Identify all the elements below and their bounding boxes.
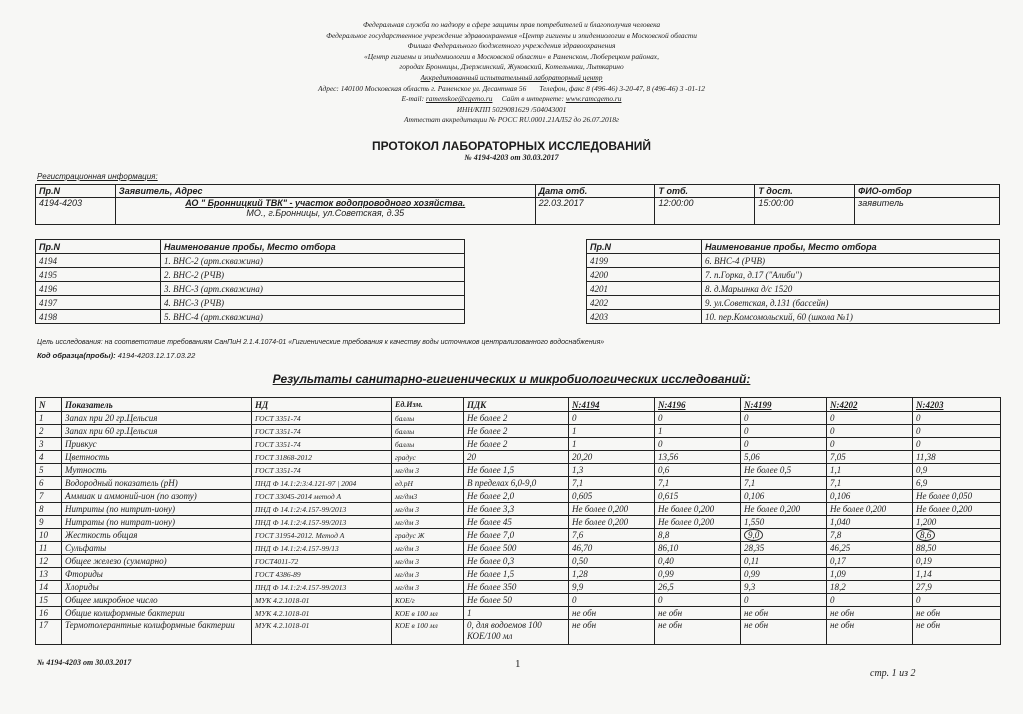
table-cell: Сульфаты <box>62 542 252 555</box>
table-cell: 1 <box>36 412 62 425</box>
table-cell: мг/дм 3 <box>392 542 464 555</box>
table-cell: Термотолерантные колиформные бактерии <box>62 620 252 645</box>
table-cell: 16 <box>36 607 62 620</box>
table-cell: КОЕ/г <box>392 594 464 607</box>
table-cell: ГОСТ 4386-89 <box>252 568 392 581</box>
table-cell: Не более 0,200 <box>827 503 913 516</box>
table-cell: 4 <box>36 451 62 464</box>
table-cell: 0,615 <box>655 490 741 503</box>
table-row <box>36 438 1001 451</box>
table-cell: не обн <box>655 607 741 620</box>
table-cell: 1,3 <box>569 464 655 477</box>
table-cell: 1 <box>569 425 655 438</box>
table-cell: Не более 0,200 <box>569 503 655 516</box>
table-row <box>36 477 1001 490</box>
table-cell: Не более 0,200 <box>913 503 1001 516</box>
results-header: ПДК <box>464 398 569 412</box>
table-cell: не обн <box>741 620 827 645</box>
table-cell: 26,5 <box>655 581 741 594</box>
table-cell: Не более 2,0 <box>464 490 569 503</box>
table-cell: Не более 0,3 <box>464 555 569 568</box>
table-cell: 0,50 <box>569 555 655 568</box>
table-cell: В пределах 6,0-9,0 <box>464 477 569 490</box>
results-header: N <box>36 398 62 412</box>
table-cell: 0,106 <box>827 490 913 503</box>
table-cell: 0 <box>741 594 827 607</box>
table-cell: Не более 2 <box>464 438 569 451</box>
table-cell: 14 <box>36 581 62 594</box>
table-cell: не обн <box>655 620 741 645</box>
header-address: Адрес: 140100 Московская область г. Раменское ул. Десантная 56 <box>318 83 527 93</box>
table-cell: 0 <box>655 594 741 607</box>
table-cell: 0,106 <box>741 490 827 503</box>
sample-code <box>37 351 195 360</box>
header-line: городах Бронницы, Дзержинский, Жуковский, Котельники, Лыткарино <box>399 62 624 72</box>
circled-value: 8,6 <box>916 529 935 541</box>
reg-date: 22.03.2017 <box>535 198 655 225</box>
table-cell: 7 <box>36 490 62 503</box>
table-row: 4199 6. ВНС-4 (РЧВ) <box>587 254 1000 268</box>
results-header: N:4194 <box>569 398 655 412</box>
header-contacts-line: E-mail: ramenskoe@cgemo.ru Сайт в интернете: www.ramcgemo.ru <box>401 94 622 104</box>
table-cell: ПНД Ф 14.1:2:4.157-99/2013 <box>252 503 392 516</box>
table-cell: Мутность <box>62 464 252 477</box>
table-cell: МУК 4.2.1018-01 <box>252 620 392 645</box>
table-cell: 1,14 <box>913 568 1001 581</box>
table-cell: 0 <box>827 425 913 438</box>
table-cell: 5,06 <box>741 451 827 464</box>
table-cell: мг/дм 3 <box>392 516 464 529</box>
reg-header: Заявитель, Адрес <box>115 185 535 198</box>
reg-header: Т дост. <box>755 185 855 198</box>
table-cell: Не более 7,0 <box>464 529 569 542</box>
table-cell: ПНД Ф 14.1:2:4.157-99/2013 <box>252 581 392 594</box>
table-cell: 0 <box>569 594 655 607</box>
table-cell: не обн <box>827 607 913 620</box>
table-cell: 6 <box>36 477 62 490</box>
table-cell: 0 <box>655 412 741 425</box>
table-cell: градус <box>392 451 464 464</box>
table-row: 4203 10. пер.Комсомольский, 60 (школа №1) <box>587 310 1000 324</box>
table-row <box>36 555 1001 568</box>
table-cell: 0,605 <box>569 490 655 503</box>
header-address-line <box>0 84 1023 95</box>
table-cell: 0 <box>655 438 741 451</box>
table-cell: 0, для водоемов 100 КОЕ/100 мл <box>464 620 569 645</box>
table-row <box>36 412 1001 425</box>
table-cell: 7,1 <box>569 477 655 490</box>
table-row <box>36 529 1001 542</box>
table-cell: Общее микробное число <box>62 594 252 607</box>
table-cell: Не более 2 <box>464 425 569 438</box>
table-cell: 12 <box>36 555 62 568</box>
table-cell: 5 <box>36 464 62 477</box>
table-cell: не обн <box>913 607 1001 620</box>
table-cell: 13,56 <box>655 451 741 464</box>
sample-code-value: 4194-4203.12.17.03.22 <box>117 351 196 360</box>
table-cell: не обн <box>741 607 827 620</box>
table-cell: Фториды <box>62 568 252 581</box>
registration-table <box>35 184 1000 225</box>
table-cell: 0,40 <box>655 555 741 568</box>
table-cell: КОЕ в 100 мл <box>392 620 464 645</box>
header-line: Аккредитованный испытательный лабораторный центр <box>420 72 603 82</box>
table-cell: 7,6 <box>569 529 655 542</box>
reg-header: Пр.N <box>36 185 116 198</box>
table-cell: 0 <box>913 594 1001 607</box>
table-row <box>36 425 1001 438</box>
header-block <box>0 20 1023 126</box>
table-cell: Общее железо (суммарно) <box>62 555 252 568</box>
table-cell: 0 <box>913 425 1001 438</box>
table-cell: мг/дм3 <box>392 490 464 503</box>
reg-header: Дата отб. <box>535 185 655 198</box>
table-cell: 0,11 <box>741 555 827 568</box>
table-cell: 11 <box>36 542 62 555</box>
reg-header: ФИО-отбор <box>855 185 1000 198</box>
results-header: N:4203 <box>913 398 1001 412</box>
table-cell: 1 <box>655 425 741 438</box>
table-cell: 0 <box>741 425 827 438</box>
table-row: 4201 8. д.Марьинка д/с 1520 <box>587 282 1000 296</box>
table-cell: 3 <box>36 438 62 451</box>
table-cell: Жесткость общая <box>62 529 252 542</box>
samples-header: Наименование пробы, Место отбора <box>702 240 1000 254</box>
table-cell: 0,6 <box>655 464 741 477</box>
table-cell: ПНД Ф 14.1:2:3:4.121-97 | 2004 <box>252 477 392 490</box>
table-cell: Хлориды <box>62 581 252 594</box>
table-cell: КОЕ в 100 мл <box>392 607 464 620</box>
table-cell: 88,50 <box>913 542 1001 555</box>
table-cell: 1,200 <box>913 516 1001 529</box>
header-phone: Телефон, факс 8 (496-46) 3-20-47, 8 (496-46) 3 -01-12 <box>539 83 705 93</box>
header-inn: ИНН/КПП 5029081629 /504043001 <box>456 104 567 114</box>
reg-applicant-name: АО " Бронницкий ТВК" - участок водопроводного хозяйства. <box>185 198 466 208</box>
table-cell: МУК 4.2.1018-01 <box>252 594 392 607</box>
table-cell: ПНД Ф 14.1:2:4.157-99/2013 <box>252 516 392 529</box>
footer-page-number: 1 <box>515 658 521 670</box>
table-cell: баллы <box>392 412 464 425</box>
table-cell: ед.pH <box>392 477 464 490</box>
samples-table-left <box>35 239 465 324</box>
table-cell: 10 <box>36 529 62 542</box>
table-cell: ГОСТ 31954-2012. Метод А <box>252 529 392 542</box>
table-cell: 0 <box>827 594 913 607</box>
samples-table-right <box>586 239 1000 324</box>
table-cell: ГОСТ 3351-74 <box>252 412 392 425</box>
circled-value: 9,0 <box>744 529 763 541</box>
samples-header: Пр.N <box>587 240 702 254</box>
table-cell: 1 <box>464 607 569 620</box>
results-header: N:4196 <box>655 398 741 412</box>
page-subtitle: № 4194-4203 от 30.03.2017 <box>464 153 559 162</box>
table-row <box>36 464 1001 477</box>
table-cell: 13 <box>36 568 62 581</box>
table-cell: ГОСТ 3351-74 <box>252 425 392 438</box>
table-cell: 20 <box>464 451 569 464</box>
table-cell: 9,9 <box>569 581 655 594</box>
table-cell: Не более 0,5 <box>741 464 827 477</box>
table-row <box>36 503 1001 516</box>
table-cell: Общие колиформные бактерии <box>62 607 252 620</box>
header-accreditation: Аттестат аккредитации № РОСС RU.0001.21АЛ52 до 26.07.2018г <box>404 115 619 125</box>
table-cell: Запах при 20 гр.Цельсия <box>62 412 252 425</box>
footer-page-info: стр. 1 из 2 <box>870 668 916 679</box>
table-cell: 0 <box>569 412 655 425</box>
table-cell: 9 <box>36 516 62 529</box>
results-header: Ед.Изм. <box>392 398 464 412</box>
samples-header: Наименование пробы, Место отбора <box>161 240 465 254</box>
table-row <box>36 516 1001 529</box>
header-line: Филиал Федерального бюджетного учреждения здравоохранения <box>407 41 616 51</box>
table-cell: 0,17 <box>827 555 913 568</box>
table-cell: 0 <box>913 438 1001 451</box>
research-purpose: Цель исследования: на соответствие требованиям СанПиН 2.1.4.1074-01 «Гигиенические требования к качеству воды источников централизованного водоснабжения» <box>37 339 605 346</box>
table-cell: не обн <box>569 607 655 620</box>
reg-fio: заявитель <box>855 198 1000 225</box>
table-cell: мг/дм 3 <box>392 464 464 477</box>
table-cell: 15 <box>36 594 62 607</box>
table-cell: Не более 50 <box>464 594 569 607</box>
table-cell: 9,3 <box>741 581 827 594</box>
table-cell: ГОСТ 33045-2014 метод А <box>252 490 392 503</box>
table-row: 4195 2. ВНС-2 (РЧВ) <box>36 268 465 282</box>
results-header: N:4202 <box>827 398 913 412</box>
results-header-row <box>36 398 1001 412</box>
table-cell: 46,70 <box>569 542 655 555</box>
table-cell: 86,10 <box>655 542 741 555</box>
header-line: Федеральное государственное учреждение здравоохранения «Центр гигиены и эпидемиологии в Московской области <box>326 30 697 40</box>
table-cell: Аммиак и аммоний-ион (по азоту) <box>62 490 252 503</box>
header-line: «Центр гигиены и эпидемиологии в Московской области» в Раменском, Люберецком районах, <box>364 51 659 61</box>
table-cell: Нитраты (по нитрат-иону) <box>62 516 252 529</box>
table-cell: ПНД Ф 14.1:2:4.157-99/13 <box>252 542 392 555</box>
table-cell: 0,99 <box>655 568 741 581</box>
table-cell: баллы <box>392 438 464 451</box>
table-cell: 8,8 <box>655 529 741 542</box>
table-cell: Не более 0,200 <box>655 503 741 516</box>
table-cell: Водородный показатель (pH) <box>62 477 252 490</box>
table-row: 4200 7. п.Горка, д.17 ("Алиби") <box>587 268 1000 282</box>
table-row: 4196 3. ВНС-3 (арт.скважина) <box>36 282 465 296</box>
table-cell: 1,1 <box>827 464 913 477</box>
table-row: 4198 5. ВНС-4 (арт.скважина) <box>36 310 465 324</box>
site-link[interactable]: www.ramcgemo.ru <box>565 94 622 104</box>
table-row: 4202 9. ул.Советская, д.131 (бассейн) <box>587 296 1000 310</box>
table-cell: 1,550 <box>741 516 827 529</box>
results-header: Показатель <box>62 398 252 412</box>
table-cell: 46,25 <box>827 542 913 555</box>
table-cell: 0,19 <box>913 555 1001 568</box>
footer-protocol: № 4194-4203 от 30.03.2017 <box>37 658 132 667</box>
table-cell: Не более 2 <box>464 412 569 425</box>
table-cell: 2 <box>36 425 62 438</box>
table-cell: не обн <box>827 620 913 645</box>
table-cell: баллы <box>392 425 464 438</box>
table-cell: 27,9 <box>913 581 1001 594</box>
table-cell: ГОСТ 31868-2012 <box>252 451 392 464</box>
table-cell: Не более 0,200 <box>569 516 655 529</box>
table-cell: 0 <box>741 412 827 425</box>
table-cell: Не более 3,3 <box>464 503 569 516</box>
table-cell: 0,9 <box>913 464 1001 477</box>
table-cell: 7,1 <box>741 477 827 490</box>
reg-pr-n: 4194-4203 <box>36 198 116 225</box>
reg-t-sample: 12:00:00 <box>655 198 755 225</box>
table-cell: Нитриты (по нитрит-иону) <box>62 503 252 516</box>
results-header: НД <box>252 398 392 412</box>
results-title: Результаты санитарно-гигиенических и микробиологических исследований: <box>272 372 751 386</box>
table-cell: 0 <box>913 412 1001 425</box>
table-cell: Не более 45 <box>464 516 569 529</box>
table-cell: Не более 0,200 <box>741 503 827 516</box>
table-cell: 0 <box>827 412 913 425</box>
table-cell: 8 <box>36 503 62 516</box>
table-cell: градус Ж <box>392 529 464 542</box>
header-line: Федеральная служба по надзору в сфере защиты прав потребителей и благополучия человека <box>362 20 661 29</box>
table-cell: ГОСТ 3351-74 <box>252 438 392 451</box>
table-cell: Не более 1,5 <box>464 464 569 477</box>
page-title: ПРОТОКОЛ ЛАБОРАТОРНЫХ ИССЛЕДОВАНИЙ <box>371 139 652 153</box>
table-cell: мг/дм 3 <box>392 581 464 594</box>
table-row <box>36 581 1001 594</box>
table-cell: МУК 4.2.1018-01 <box>252 607 392 620</box>
table-cell: 11,38 <box>913 451 1001 464</box>
table-cell: 28,35 <box>741 542 827 555</box>
table-cell: 1,28 <box>569 568 655 581</box>
table-cell: Не более 1,5 <box>464 568 569 581</box>
table-cell: 7,1 <box>655 477 741 490</box>
table-row <box>36 451 1001 464</box>
table-row: 4194 1. ВНС-2 (арт.скважина) <box>36 254 465 268</box>
table-cell: ГОСТ 3351-74 <box>252 464 392 477</box>
table-row: 4197 4. ВНС-3 (РЧВ) <box>36 296 465 310</box>
table-row <box>36 607 1001 620</box>
table-cell: 0 <box>741 438 827 451</box>
registration-label: Регистрационная информация: <box>37 172 158 181</box>
table-cell: Не более 0,050 <box>913 490 1001 503</box>
table-cell: мг/дм 3 <box>392 503 464 516</box>
table-cell: 6,9 <box>913 477 1001 490</box>
table-cell: 7,1 <box>827 477 913 490</box>
table-cell: Не более 0,200 <box>655 516 741 529</box>
sample-code-label: Код образца(пробы): <box>37 351 116 360</box>
table-cell: 17 <box>36 620 62 645</box>
table-cell: 1 <box>569 438 655 451</box>
table-cell: 7,8 <box>827 529 913 542</box>
table-cell: 20,20 <box>569 451 655 464</box>
table-row <box>36 490 1001 503</box>
table-row <box>36 542 1001 555</box>
table-cell: Запах при 60 гр.Цельсия <box>62 425 252 438</box>
reg-header: Т отб. <box>655 185 755 198</box>
table-cell: не обн <box>569 620 655 645</box>
reg-t-delivery: 15:00:00 <box>755 198 855 225</box>
table-cell: мг/дм 3 <box>392 568 464 581</box>
table-row <box>36 620 1001 645</box>
table-cell: Не более 350 <box>464 581 569 594</box>
table-row <box>36 568 1001 581</box>
reg-applicant <box>115 198 535 225</box>
email-link[interactable]: ramenskoe@cgemo.ru <box>425 94 493 104</box>
table-cell: ГОСТ4011-72 <box>252 555 392 568</box>
table-cell: 1,09 <box>827 568 913 581</box>
table-cell: 1,040 <box>827 516 913 529</box>
table-cell: 0 <box>827 438 913 451</box>
table-cell: 0,99 <box>741 568 827 581</box>
table-cell <box>741 529 827 542</box>
table-cell: мг/дм 3 <box>392 555 464 568</box>
table-cell: не обн <box>913 620 1001 645</box>
table-row <box>36 594 1001 607</box>
reg-applicant-address: МО., г.Бронницы, ул.Советская, д.35 <box>246 208 405 218</box>
results-header: N:4199 <box>741 398 827 412</box>
table-cell: 7,05 <box>827 451 913 464</box>
table-cell: Не более 500 <box>464 542 569 555</box>
results-table <box>35 397 1001 645</box>
table-cell: Цветность <box>62 451 252 464</box>
table-cell: 18,2 <box>827 581 913 594</box>
table-cell: Привкус <box>62 438 252 451</box>
table-cell <box>913 529 1001 542</box>
samples-header: Пр.N <box>36 240 161 254</box>
